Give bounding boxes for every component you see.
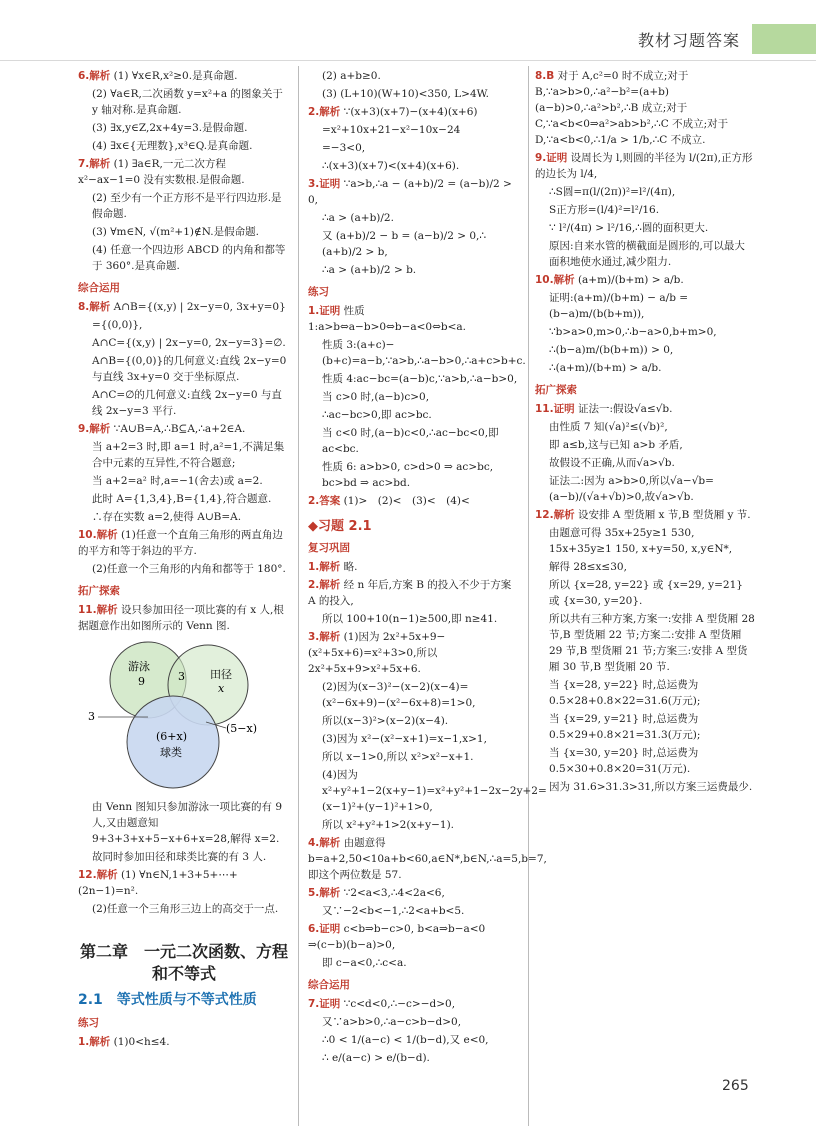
text-line: 故同时参加田径和球类比赛的有 3 人. (92, 851, 267, 863)
answer-item (535, 507, 755, 523)
answer-text: ∵2<a<3,∴4<2a<6, (343, 887, 445, 899)
text-line: 所以 {x=28, y=22} 或 {x=29, y=21} 或 {x=30, y=20}. (549, 579, 743, 607)
answer-text: (1) ∀x∈R,x²≥0.是真命题. (113, 70, 238, 82)
text-line: A∩C=∅的几何意义:直线 2x−y=0 与直线 2x−y=3 平行. (92, 389, 282, 417)
text-line: 由性质 7 知(√a)²≤(√b)², (549, 421, 668, 433)
text-line: 此时 A={1,3,4},B={1,4},符合题意. (92, 493, 272, 505)
answer-item (308, 104, 522, 120)
section-heading: 拓广探索 (78, 585, 120, 597)
text-line: (2) a+b≥0. (322, 70, 381, 82)
answer-number: 3.证明 (308, 178, 341, 190)
text-line: (4)因为 x²+y²+1−2(x+y−1)=x²+y²+1−2x−2y+2=(x−1)²+(y−1)²+1>0, (322, 769, 547, 813)
text-line: ∴a > (a+b)/2. (322, 212, 394, 224)
venn-ball-label: 球类 (160, 746, 182, 759)
text-line: 证明:(a+m)/(b+m) − a/b = (b−a)m/(b(b+m)), (549, 292, 689, 320)
exercise-heading: ◆习题 2.1 (308, 519, 372, 534)
answer-number: 8.B (535, 70, 555, 82)
section-heading: 综合运用 (308, 979, 350, 991)
text-line: (3) ∀m∈N, √(m²+1)∉N.是假命题. (92, 226, 259, 238)
text-line: ∴存在实数 a=2,使得 A∪B=A. (92, 511, 242, 523)
text-line: ∴ac−bc>0,即 ac>bc. (322, 409, 432, 421)
text-line: (2)因为(x−3)²−(x−2)(x−4)=(x²−6x+9)−(x²−6x+8)=1>0, (322, 681, 476, 709)
page-number: 265 (722, 1078, 749, 1094)
text-line: 解得 28≤x≤30, (549, 561, 627, 573)
text-line: 又 (a+b)/2 − b = (a−b)/2 > 0,∴ (a+b)/2 > b, (322, 230, 487, 258)
answer-item (78, 421, 290, 437)
text-line: =−3<0, (322, 142, 366, 154)
answer-text: A∩B={(x,y) | 2x−y=0, 3x+y=0} (113, 301, 286, 313)
text-line: 当 c<0 时,(a−b)c<0,∴ac−bc<0,即 ac<bc. (322, 427, 499, 455)
text-line: 当 {x=30, y=20} 时,总运费为 0.5×30+0.8×20=31(万元). (549, 747, 699, 775)
text-line: (2)任意一个三角形三边上的高交于一点. (92, 903, 279, 915)
answer-item (308, 577, 522, 609)
answer-text: (1)因为 2x²+5x+9−(x²+5x+6)=x²+3>0,所以 2x²+5x+9>x²+5x+6. (308, 631, 446, 675)
answer-number: 2.解析 (308, 579, 341, 591)
text-line: ∴(b−a)m/(b(b+m)) > 0, (549, 344, 674, 356)
answer-item (78, 1034, 290, 1050)
answer-item (308, 559, 522, 575)
text-line: ∵b>a>0,m>0,∴b−a>0,b+m>0, (549, 326, 717, 338)
answer-item (535, 401, 755, 417)
text-line: ={(0,0)}, (92, 319, 143, 331)
text-line: 即 c−a<0,∴c<a. (322, 957, 407, 969)
text-line: 当 c>0 时,(a−b)c>0, (322, 391, 430, 403)
answer-item (308, 493, 522, 509)
answer-text: 对于 A,c²=0 时不成立;对于 B,∵a>b>0,∴a²−b²=(a+b)(a−b)>0,∴a²>b²,∴B 成立;对于 C,∵a<b<0⇒a²>ab>b²,∴C 不成立;对于 D,∵a<b<0,∴1/a > 1/b,∴C 不成立. (535, 70, 729, 146)
answer-item (78, 527, 290, 559)
answer-text: ∵A∪B=A,∴B⊆A,∴a+2∈A. (113, 423, 246, 435)
answer-number: 6.解析 (78, 70, 111, 82)
header-title: 教材习题答案 (638, 31, 741, 50)
answer-text: 由题意得 b=a+2,50<10a+b<60,a∈N*,b∈N,∴a=5,b=7,即这个两位数是 57. (308, 837, 547, 881)
answer-number: 7.证明 (308, 998, 341, 1010)
text-line: 故假设不正确,从而√a>√b. (549, 457, 675, 469)
answer-item (308, 303, 522, 335)
answer-text: (1) ∀n∈N,1+3+5+⋯+(2n−1)=n². (78, 869, 238, 897)
text-line: (2) 至少有一个正方形不是平行四边形.是假命题. (92, 192, 282, 220)
text-line: 当 a+2=a² 时,a=−1(舍去)或 a=2. (92, 475, 263, 487)
answer-number: 4.解析 (308, 837, 341, 849)
text-line: 所以 x−1>0,所以 x²>x²−x+1. (322, 751, 474, 763)
text-line: =x²+10x+21−x²−10x−24 (322, 124, 461, 136)
answer-number: 10.解析 (78, 529, 118, 541)
column-divider-1 (298, 66, 299, 1126)
section-heading: 复习巩固 (308, 542, 350, 554)
answer-number: 6.证明 (308, 923, 341, 935)
text-line: (3)因为 x²−(x²−x+1)=x−1,x>1, (322, 733, 487, 745)
answer-text: 设只参加田径一项比赛的有 x 人,根据题意作出如图所示的 Venn 图. (78, 604, 284, 632)
text-line: 即 a≤b,这与已知 a>b 矛盾, (549, 439, 683, 451)
text-line: (2) ∀a∈R,二次函数 y=x²+a 的图象关于 y 轴对称.是真命题. (92, 88, 283, 116)
text-line: 所以共有三种方案,方案一:安排 A 型货厢 28 节,B 型货厢 22 节;方案二:安排 A 型货厢 29 节,B 型货厢 21 节;方案三:安排 A 型货厢 30 节,B 型货厢 20 节. (549, 613, 755, 673)
text-line: ∵ l²/(4π) > l²/16,∴圆的面积更大. (549, 222, 709, 234)
venn-left-count: 3 (88, 710, 95, 723)
venn-track-label: 田径 (210, 668, 232, 681)
answer-number: 5.解析 (308, 887, 341, 899)
text-line: (4) 任意一个四边形 ABCD 的内角和都等于 360°.是真命题. (92, 244, 286, 272)
text-line: 性质 3:(a+c)−(b+c)=a−b,∵a>b,∴a−b>0,∴a+c>b+c. (322, 339, 526, 367)
answer-text: 性质 1:a>b⇔a−b>0⇔b−a<0⇔b<a. (308, 305, 467, 333)
text-line: 由题意可得 35x+25y≥1 530, 15x+35y≥1 150, x+y=50, x,y∈N*, (549, 527, 733, 555)
text-line: 原因:自来水管的横截面是圆形的,可以最大面积地使水通过,减少阻力. (549, 240, 745, 268)
text-line: (4) ∃x∈{无理数},x³∈Q.是真命题. (92, 140, 253, 152)
answer-item (308, 176, 522, 208)
text-line: S正方形=(l/4)²=l²/16. (549, 204, 660, 216)
answer-number: 9.证明 (535, 152, 568, 164)
answer-item (308, 921, 522, 953)
answer-text: (1)> (2)< (3)< (4)< (343, 495, 470, 507)
venn-mid-count: 3 (178, 670, 185, 683)
answer-item (78, 156, 290, 188)
answer-number: 1.证明 (308, 305, 341, 317)
answer-number: 12.解析 (535, 509, 575, 521)
answer-number: 1.解析 (78, 1036, 111, 1048)
answer-item (78, 68, 290, 84)
text-line: ∴S圆=π(l/(2π))²=l²/(4π), (549, 186, 676, 198)
answer-item (78, 602, 290, 634)
text-line: 因为 31.6>31.3>31,所以方案三运费最少. (549, 781, 753, 793)
text-line: ∴0 < 1/(a−c) < 1/(b−d),又 e<0, (322, 1034, 489, 1046)
text-line: (2)任意一个三角形的内角和都等于 180°. (92, 563, 286, 575)
text-line: 又∵a>b>0,∴a−c>b−d>0, (322, 1016, 462, 1028)
answer-number: 11.证明 (535, 403, 575, 415)
answer-number: 7.解析 (78, 158, 111, 170)
answer-text: c<b⇒b−c>0, b<a⇒b−a<0 ⇒(c−b)(b−a)>0, (308, 923, 486, 951)
section-heading: 练习 (308, 286, 329, 298)
answer-item (78, 867, 290, 899)
text-line: ∴(x+3)(x+7)<(x+4)(x+6). (322, 160, 460, 172)
answer-item (535, 68, 755, 148)
text-line: ∴(a+m)/(b+m) > a/b. (549, 362, 662, 374)
text-line: 由 Venn 图知只参加游泳一项比赛的有 9 人,又由题意知 9+3+3+x+5−x+6+x=28,解得 x=2. (92, 801, 283, 845)
section-heading: 练习 (78, 1017, 99, 1029)
answer-item (308, 885, 522, 901)
answer-text: (1)任意一个直角三角形的两直角边的平方和等于斜边的平方. (78, 529, 283, 557)
venn-diagram (88, 640, 268, 790)
column-divider-2 (528, 66, 529, 1126)
venn-swim-label: 游泳 (128, 660, 150, 673)
header-accent-bar (752, 24, 816, 54)
answer-number: 3.解析 (308, 631, 341, 643)
venn-ball-count: (6+x) (156, 730, 188, 743)
column-3 (535, 68, 755, 797)
answer-number: 2.解析 (308, 106, 341, 118)
text-line: 证法二:因为 a>b>0,所以√a−√b=(a−b)/(√a+√b)>0,故√a>√b. (549, 475, 714, 503)
answer-text: 略. (343, 561, 358, 573)
answer-text: ∵a>b,∴a − (a+b)/2 = (a−b)/2 > 0, (308, 178, 512, 206)
venn-track-count: x (218, 682, 225, 695)
answer-text: 设安排 A 型货厢 x 节,B 型货厢 y 节. (577, 509, 751, 521)
answer-item (308, 996, 522, 1012)
answer-item (78, 299, 290, 315)
text-line: (3) (L+10)(W+10)<350, L>4W. (322, 88, 489, 100)
column-1 (78, 68, 290, 1052)
answer-text: ∵(x+3)(x+7)−(x+4)(x+6) (343, 106, 478, 118)
answer-number: 12.解析 (78, 869, 118, 881)
answer-text: (1)0<h≤4. (113, 1036, 170, 1048)
answer-text: 设周长为 l,则圆的半径为 l/(2π),正方形的边长为 l/4, (535, 152, 753, 180)
answer-text: ∵c<d<0,∴−c>−d>0, (343, 998, 456, 1010)
answer-number: 8.解析 (78, 301, 111, 313)
venn-right-count: (5−x) (226, 722, 258, 735)
answer-text: 经 n 年后,方案 B 的投入不少于方案 A 的投入, (308, 579, 512, 607)
text-line: A∩C={(x,y) | 2x−y=0, 2x−y=3}=∅. (92, 337, 286, 349)
header-divider (0, 60, 816, 61)
answer-text: (a+m)/(b+m) > a/b. (577, 274, 684, 286)
answer-number: 10.解析 (535, 274, 575, 286)
answer-number: 11.解析 (78, 604, 118, 616)
text-line: 当 {x=29, y=21} 时,总运费为 0.5×29+0.8×21=31.3(万元); (549, 713, 701, 741)
answer-number: 1.解析 (308, 561, 341, 573)
text-line: 所以 100+10(n−1)≥500,即 n≥41. (322, 613, 498, 625)
answer-item (535, 272, 755, 288)
text-line: ∴a > (a+b)/2 > b. (322, 264, 417, 276)
text-line: 性质 4:ac−bc=(a−b)c,∵a>b,∴a−b>0, (322, 373, 518, 385)
section-heading: 拓广探索 (535, 384, 577, 396)
text-line: ∴ e/(a−c) > e/(b−d). (322, 1052, 430, 1064)
answer-number: 2.答案 (308, 495, 341, 507)
subchapter-title: 2.1 等式性质与不等式性质 (78, 992, 257, 1008)
text-line: 所以 x²+y²+1>2(x+y−1). (322, 819, 455, 831)
answer-number: 9.解析 (78, 423, 111, 435)
text-line: 性质 6: a>b>0, c>d>0 ⇒ ac>bc, bc>bd ⇒ ac>bd. (322, 461, 494, 489)
text-line: A∩B={(0,0)}的几何意义:直线 2x−y=0 与直线 3x+y=0 交于坐标原点. (92, 355, 287, 383)
answer-text: (1) ∃a∈R,一元二次方程 x²−ax−1=0 没有实数根.是假命题. (78, 158, 245, 186)
text-line: (3) ∃x,y∈Z,2x+4y=3.是假命题. (92, 122, 248, 134)
section-heading: 综合运用 (78, 282, 120, 294)
text-line: 当 a+2=3 时,即 a=1 时,a²=1,不满足集合中元素的互异性,不符合题意; (92, 441, 285, 469)
answer-item (308, 835, 547, 883)
answer-text: 证法一:假设√a≤√b. (577, 403, 673, 415)
chapter-title: 第二章 一元二次函数、方程和不等式 (79, 942, 288, 983)
text-line: 又∵−2<b<−1,∴2<a+b<5. (322, 905, 465, 917)
answer-item (535, 150, 755, 182)
text-line: 所以(x−3)²>(x−2)(x−4). (322, 715, 449, 727)
venn-swim-count: 9 (138, 675, 145, 688)
text-line: 当 {x=28, y=22} 时,总运费为 0.5×28+0.8×22=31.6(万元); (549, 679, 701, 707)
answer-item (308, 629, 522, 677)
